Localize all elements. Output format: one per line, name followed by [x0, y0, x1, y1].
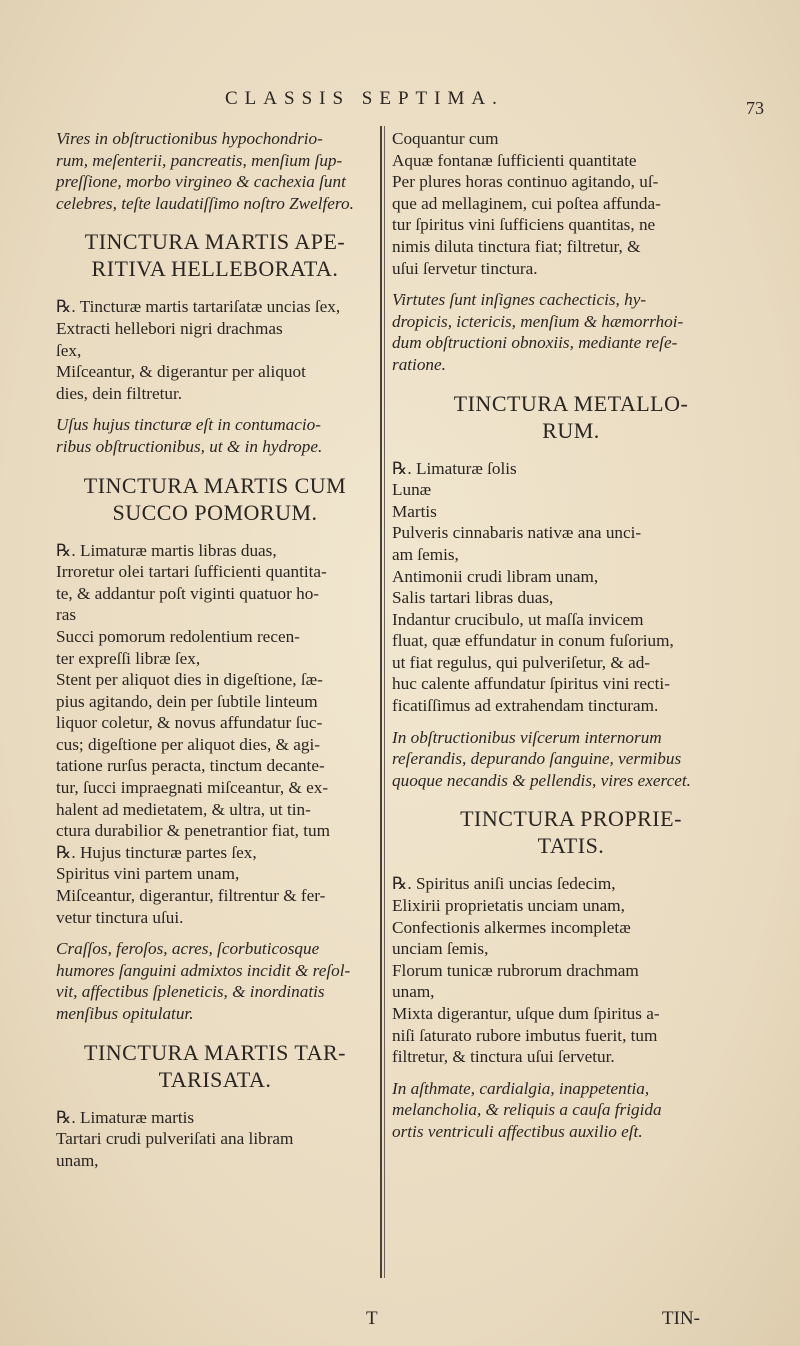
text-line: SUCCO POMORUM. — [112, 499, 318, 525]
text-line: ratione. — [392, 354, 446, 374]
text-line: TATIS. — [537, 833, 605, 859]
text-line: In aſthmate, cardialgia, inappetentia, — [392, 1078, 650, 1098]
text-line: TINCTURA MARTIS CUM — [83, 472, 347, 498]
text-line: TARISATA. — [158, 1066, 272, 1092]
text-line: unciam ſemis, — [392, 939, 489, 959]
commentary-paragraph — [56, 938, 374, 1024]
text-line: filtretur, & tinctura uſui ſervetur. — [392, 1047, 615, 1067]
text-line: Stent per aliquot dies in digeſtione, ſæ- — [56, 670, 323, 690]
catchword: TIN- — [662, 1308, 700, 1329]
text-line: vetur tinctura uſui. — [56, 907, 184, 927]
text-line: nimis diluta tinctura fiat; filtretur, & — [392, 236, 641, 256]
text-line: TINCTURA METALLO- — [453, 390, 689, 416]
text-line: ſex, — [56, 340, 82, 360]
section-heading — [392, 390, 750, 444]
text-line: Confectionis alkermes incompletæ — [392, 917, 631, 937]
text-line: ℞. Limaturæ martis libras duas, — [56, 540, 277, 560]
text-line: que ad mellaginem, cui poſtea affunda- — [392, 193, 661, 213]
text-line: unam, — [392, 982, 435, 1002]
recipe-paragraph — [56, 540, 374, 929]
text-line: Spiritus vini partem unam, — [56, 864, 240, 884]
text-line: tur ſpiritus vini ſufficiens quantitas, ne — [392, 215, 656, 235]
section-heading — [56, 1039, 374, 1093]
section-heading — [392, 805, 750, 859]
recipe-paragraph — [392, 458, 750, 717]
text-line: ficatiſſimus ad extrahendam tincturam. — [392, 696, 659, 716]
text-line: Coquantur cum — [392, 129, 499, 148]
text-line: Mixta digerantur, uſque dum ſpiritus a- — [392, 1004, 660, 1023]
text-line: melancholia, & reliquis a cauſa frigida — [392, 1100, 662, 1120]
text-line: In obſtructionibus viſcerum internorum — [392, 727, 662, 747]
text-line: fluat, quæ effundatur in conum fuſorium, — [392, 631, 674, 651]
recipe-paragraph — [56, 1107, 374, 1172]
text-line: humores ſanguini admixtos incidit & reſol- — [56, 960, 351, 980]
text-line: Lunæ — [392, 480, 432, 500]
text-line: rum, meſenterii, pancreatis, menſium ſup- — [56, 150, 343, 170]
text-line: reſerandis, depurando ſanguine, vermibus — [392, 749, 682, 769]
text-line: cus; digeſtione per aliquot dies, & agi- — [56, 734, 320, 754]
section-heading — [56, 472, 374, 526]
text-line: huc calente affundatur ſpiritus vini recti- — [392, 674, 670, 694]
text-line: ℞. Spiritus aniſi uncias ſedecim, — [392, 874, 616, 894]
text-line: Martis — [392, 501, 437, 521]
text-line: Succi pomorum redolentium recen- — [56, 626, 300, 646]
commentary-paragraph — [392, 289, 750, 375]
text-line: vit, affectibus ſpleneticis, & inordinatis — [56, 982, 325, 1002]
text-line: Extracti hellebori nigri drachmas — [56, 318, 283, 338]
recipe-paragraph — [392, 128, 750, 279]
text-line: Virtutes ſunt inſignes cachecticis, hy- — [392, 290, 647, 310]
page-number: 73 — [746, 98, 764, 118]
text-line: dropicis, ictericis, menſium & hæmorrhoi- — [392, 311, 684, 331]
text-line: Salis tartari libras duas, — [392, 588, 554, 608]
text-line: Miſceantur, & digerantur per aliquot — [56, 362, 306, 382]
text-line: Pulveris cinnabaris nativæ ana unci- — [392, 523, 642, 543]
text-line: pius agitando, dein per ſubtile linteum — [56, 691, 318, 711]
text-line: ℞. Limaturæ ſolis — [392, 458, 517, 478]
text-line: TINCTURA MARTIS TAR- — [84, 1039, 346, 1065]
text-line: quoque necandis & pellendis, vires exercet. — [392, 770, 691, 790]
commentary-paragraph — [56, 128, 374, 214]
text-line: ℞. Hujus tincturæ partes ſex, — [56, 842, 257, 862]
text-line: uſui ſervetur tinctura. — [392, 258, 538, 278]
left-column — [56, 128, 374, 1181]
text-line: RITIVA HELLEBORATA. — [91, 256, 339, 282]
text-line: dum obſtructioni obnoxiis, mediante reſe- — [392, 333, 678, 353]
text-line: preſſione, morbo virgineo & cachexia ſunt — [56, 172, 346, 192]
commentary-paragraph — [392, 727, 750, 792]
text-line: Aquæ fontanæ ſufficienti quantitate — [392, 150, 637, 170]
text-line: ctura durabilior & penetrantior fiat, tum — [56, 821, 330, 841]
text-line: celebres, teſte laudatiſſimo noſtro Zwelfero. — [56, 193, 354, 213]
text-line: te, & addantur poſt viginti quatuor ho- — [56, 583, 320, 603]
text-line: TINCTURA MARTIS APE- — [84, 229, 346, 255]
text-line: Florum tunicæ rubrorum drachmam — [392, 960, 639, 980]
text-line: ter expreſſi libræ ſex, — [56, 648, 201, 668]
text-line: Miſceantur, digerantur, filtrentur & fer- — [56, 886, 326, 906]
commentary-paragraph — [56, 414, 374, 457]
text-line: ℞. Tincturæ martis tartariſatæ uncias ſex, — [56, 297, 341, 317]
column-rule — [380, 126, 382, 1278]
text-line: ℞. Limaturæ martis — [56, 1107, 195, 1127]
running-head: CLASSIS SEPTIMA. — [225, 88, 504, 109]
text-line: Indantur crucibulo, ut maſſa invicem — [392, 609, 644, 629]
signature-mark: T — [366, 1308, 378, 1329]
text-line: ribus obſtructionibus, ut & in hydrope. — [56, 436, 323, 456]
text-line: Tartari crudi pulveriſati ana libram — [56, 1129, 294, 1149]
text-line: ut fiat regulus, qui pulveriſetur, & ad- — [392, 652, 651, 672]
recipe-paragraph — [56, 296, 374, 404]
text-line: RUM. — [542, 417, 600, 443]
text-line: Per plures horas continuo agitando, uſ- — [392, 172, 659, 192]
text-line: dies, dein filtretur. — [56, 383, 183, 403]
section-heading — [56, 228, 374, 282]
text-line: Vires in obſtructionibus hypochondrio- — [56, 129, 323, 148]
text-line: ras — [56, 605, 77, 625]
text-line: halent ad medietatem, & ultra, ut tin- — [56, 799, 311, 819]
text-line: niſi ſaturato rubore imbutus fuerit, tum — [392, 1025, 658, 1045]
text-line: Irroretur olei tartari ſufficienti quantita- — [56, 562, 327, 582]
text-line: TINCTURA PROPRIE- — [460, 806, 682, 832]
text-line: Uſus hujus tincturæ eſt in contumacio- — [56, 415, 321, 435]
text-line: ortis ventriculi affectibus auxilio eſt. — [392, 1121, 643, 1141]
text-line: menſibus opitulatur. — [56, 1004, 194, 1023]
right-column — [392, 128, 750, 1153]
text-line: Elixirii proprietatis unciam unam, — [392, 896, 625, 916]
text-line: unam, — [56, 1150, 99, 1170]
column-rule-inner — [384, 126, 385, 1278]
text-line: Antimonii crudi libram unam, — [392, 566, 599, 586]
text-line: tatione rurſus peracta, tinctum decante- — [56, 756, 325, 776]
text-line: liquor coletur, & novus affundatur ſuc- — [56, 713, 323, 733]
text-line: am ſemis, — [392, 544, 459, 564]
recipe-paragraph — [392, 873, 750, 1067]
text-line: Craſſos, feroſos, acres, ſcorbuticosque — [56, 939, 320, 959]
commentary-paragraph — [392, 1078, 750, 1143]
text-line: tur, ſucci impraegnati miſceantur, & ex- — [56, 778, 329, 798]
